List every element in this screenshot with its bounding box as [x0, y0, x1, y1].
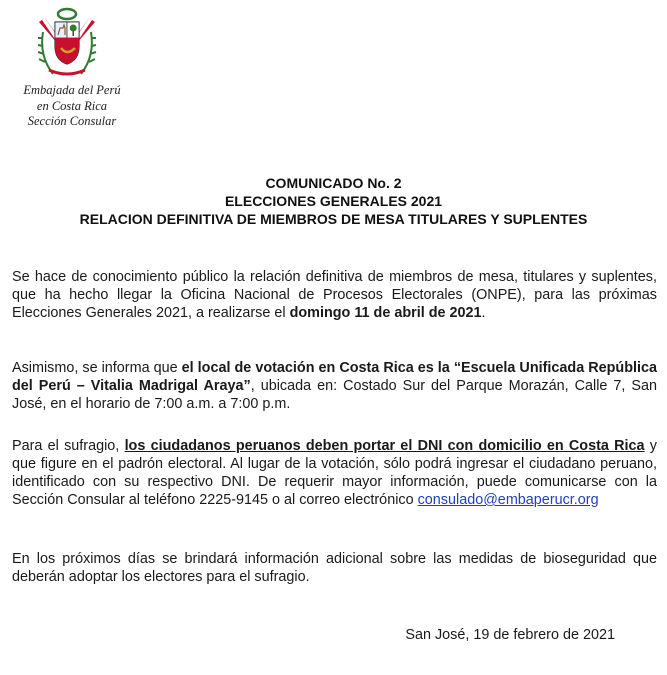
communique-number: COMUNICADO No. 2 [265, 175, 402, 191]
election-date: domingo 11 de abril de 2021 [289, 305, 482, 321]
paragraph-text: En los próximos días se brindará información adicional sobre las medidas de bioseguridad que deberán adoptar los electores para el sufragio. [12, 551, 657, 585]
embassy-location: en Costa Rica [36, 98, 108, 113]
paragraph-middle: y que figure en el padrón electoral. Al lugar de la votación, sólo podrá ingresar el ciudadano peruano, identificado con su respectivo DNI. De requerir mayor información, puede comunicarse con la Sección Consular al teléfono 2225-9145 o al correo electrónico [12, 438, 657, 508]
paragraph-end: . [481, 305, 486, 321]
peru-coat-of-arms-icon [35, 4, 99, 78]
paragraph-biosecurity [12, 550, 657, 586]
embassy-section: Sección Consular [27, 114, 117, 128]
document-date: San José, 19 de febrero de 2021 [405, 627, 615, 643]
email-link[interactable]: consulado@embaperucr.org [417, 492, 599, 508]
dni-requirement: los ciudadanos peruanos deben portar el DNI con domicilio en Costa Rica [124, 438, 645, 454]
document-heading [12, 174, 655, 228]
paragraph-end: , ubicada en: Costado Sur del Parque Morazán, Calle 7, San José, en el horario de 7:00 a.m. a 7:00 p.m. [12, 378, 657, 412]
paragraph-start: Asimismo, se informa que [12, 360, 182, 376]
paragraph-voting-location [12, 359, 657, 413]
paragraph-requirements [12, 437, 657, 509]
voting-location: el local de votación en Costa Rica es la “Escuela Unificada República del Perú – Vitalia Madrigal Araya” [12, 360, 658, 394]
communique-subject: RELACION DEFINITIVA DE MIEMBROS DE MESA TITULARES Y SUPLENTES [79, 211, 588, 227]
paragraph-members-list [12, 268, 657, 322]
paragraph-text: Se hace de conocimiento público la relación definitiva de miembros de mesa, titulares y suplentes, que ha hecho llegar la Oficina Nacional de Procesos Electorales (ONPE), para las próximas Elecciones Generales 2021, a realizarse el [12, 269, 657, 321]
paragraph-start: Para el sufragio, [12, 438, 125, 454]
election-name: ELECCIONES GENERALES 2021 [224, 193, 443, 209]
embassy-signature-block [14, 83, 130, 130]
embassy-name: Embajada del Perú [23, 83, 121, 97]
